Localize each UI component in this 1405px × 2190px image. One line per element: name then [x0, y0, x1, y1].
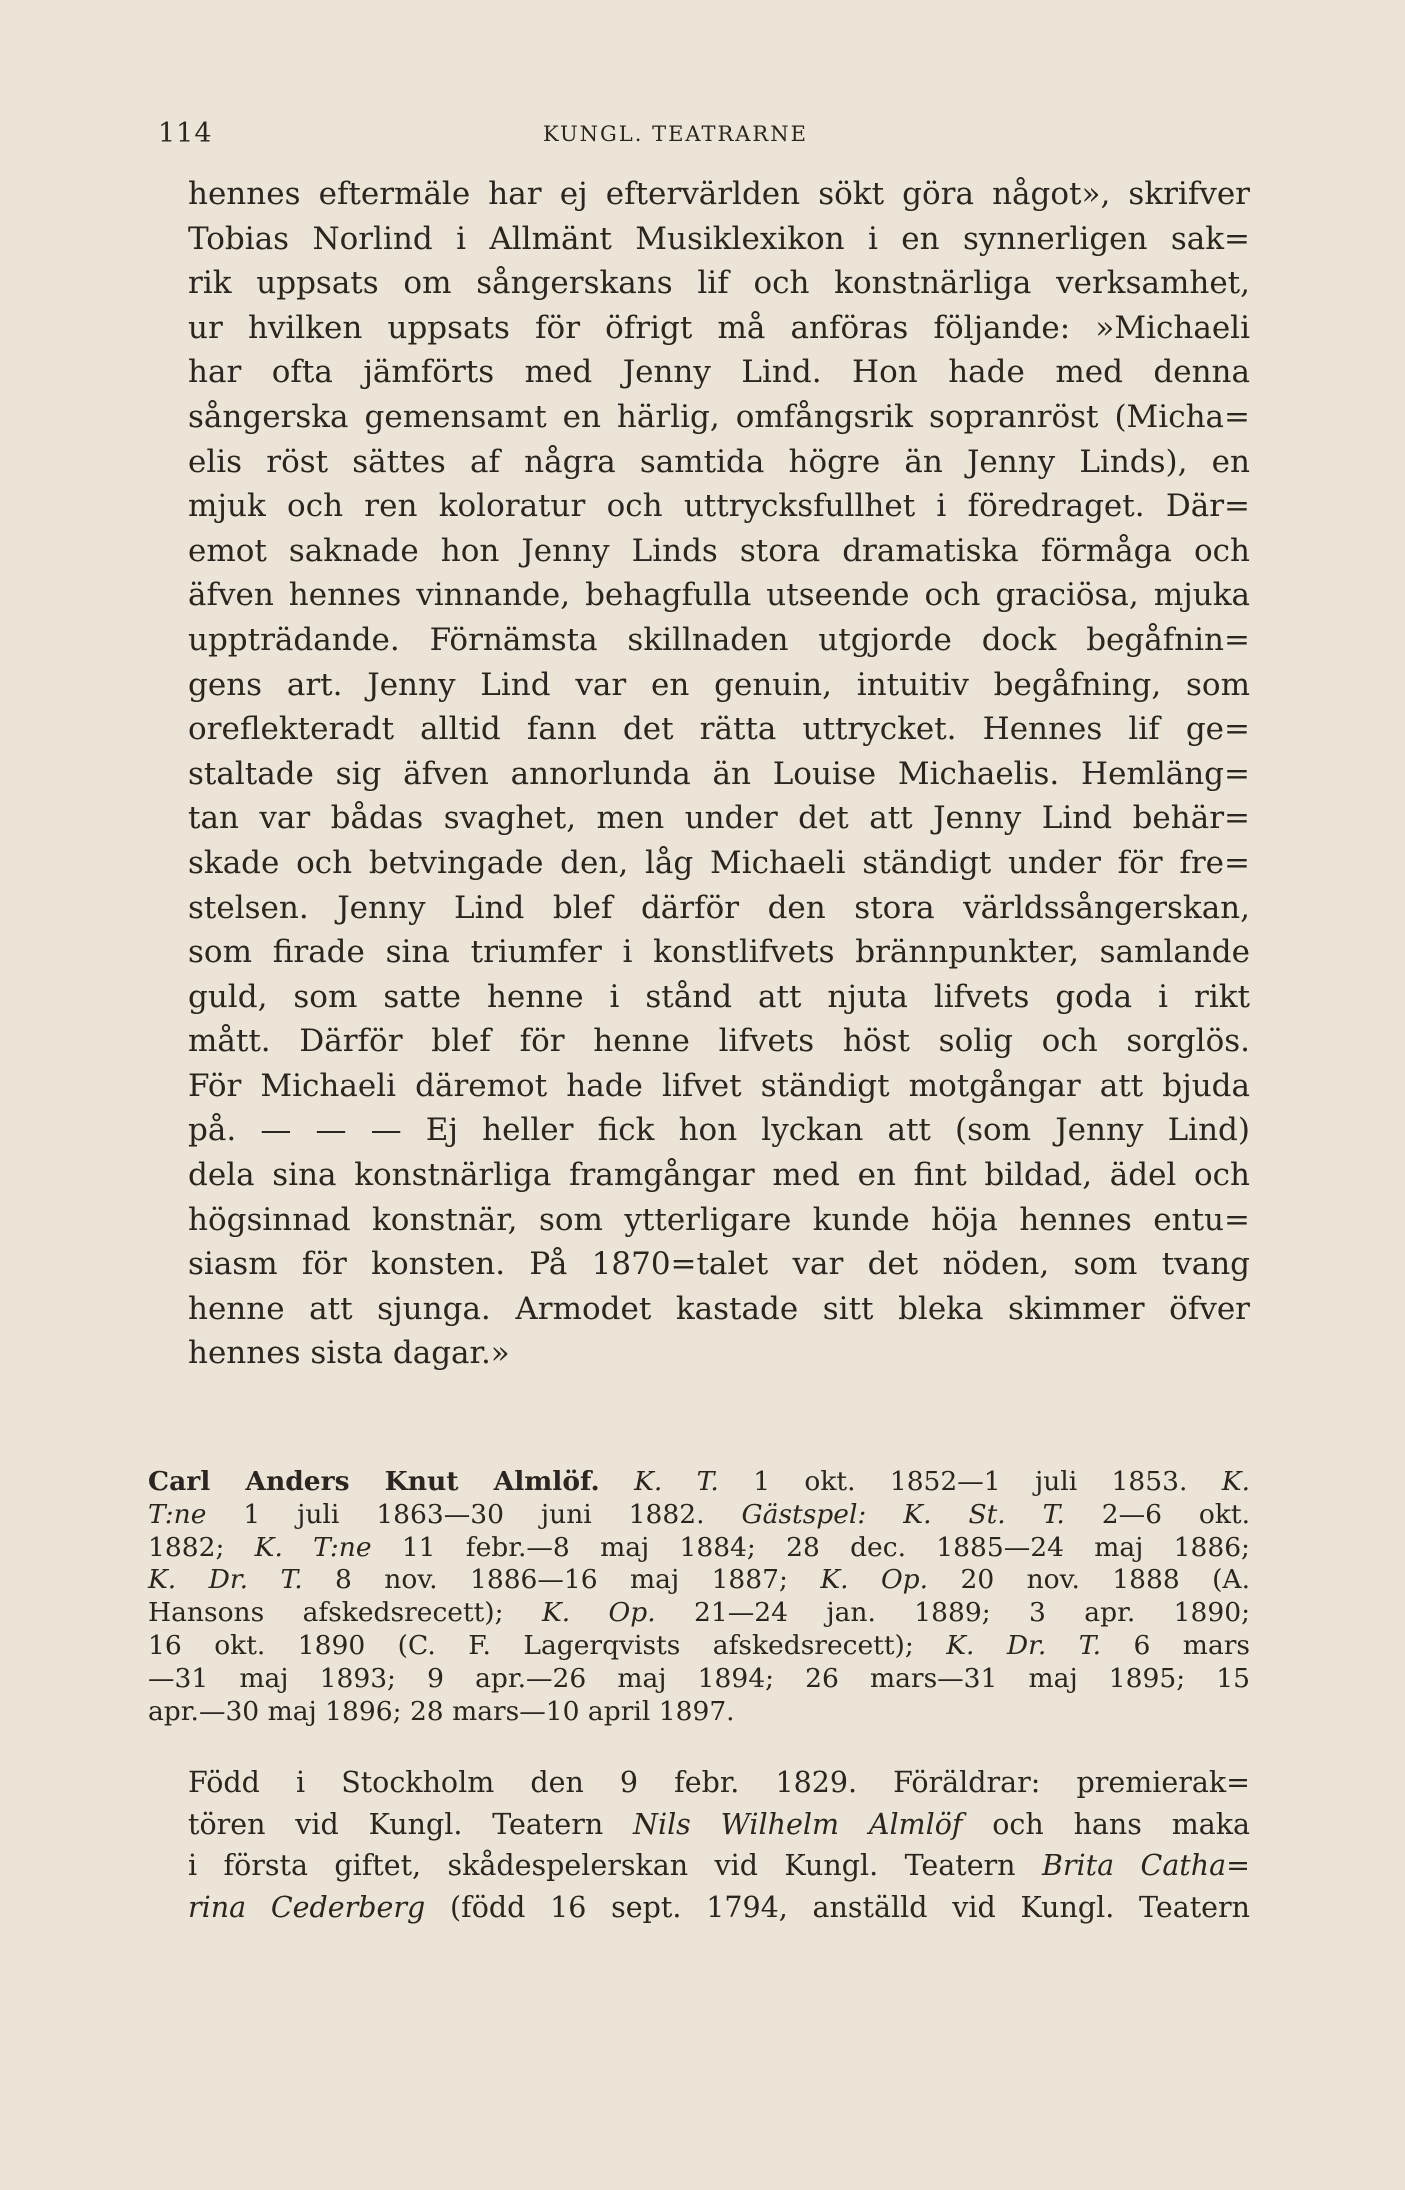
- text-line: siasm för konsten. På 1870=talet var det nöden, som tvang: [188, 1246, 1250, 1283]
- text-line: gens art. Jenny Lind var en genuin, intuitiv begåfning, som: [188, 666, 1250, 703]
- running-head: KUNGL. TEATRARNE: [543, 122, 808, 146]
- text-line: dela sina konstnärliga framgångar med en fint bildad, ädel och: [188, 1157, 1250, 1194]
- page-number: 114: [158, 118, 213, 149]
- text-line: som firade sina triumfer i konstlifvets brännpunkter, samlande: [188, 934, 1250, 971]
- text-line: Tobias Norlind i Allmänt Musiklexikon i en synnerligen sak=: [188, 220, 1250, 257]
- entry-engagements: [148, 1466, 1250, 1728]
- page-header: [158, 118, 1258, 158]
- text-line: skade och betvingade den, låg Michaeli ständigt under för fre=: [188, 844, 1250, 881]
- text-line: sångerska gemensamt en härlig, omfångsrik sopranröst (Micha=: [188, 398, 1250, 435]
- text-line: 16 okt. 1890 (C. F. Lagerqvists afskedsrecett); K. Dr. T. 6 mars: [148, 1629, 1251, 1661]
- text-line: uppträdande. Förnämsta skillnaden utgjorde dock begåfnin=: [188, 621, 1250, 658]
- text-line: i första giftet, skådespelerskan vid Kungl. Teatern Brita Catha=: [188, 1849, 1250, 1882]
- text-line: ur hvilken uppsats för öfrigt må anföras följande: »Michaeli: [188, 309, 1250, 346]
- entry-name: Carl Anders Knut Almlöf.: [148, 1466, 600, 1497]
- text-line: tören vid Kungl. Teatern Nils Wilhelm Almlöf och hans maka: [188, 1807, 1251, 1841]
- text-line: Hansons afskedsrecett); K. Op. 21—24 jan. 1889; 3 apr. 1890;: [148, 1597, 1251, 1629]
- paragraph-quote: [188, 172, 1250, 1376]
- text-line: elis röst sättes af några samtida högre än Jenny Linds), en: [188, 443, 1250, 480]
- text-line: mått. Därför blef för henne lifvets höst solig och sorglös.: [188, 1023, 1250, 1060]
- text-line: emot saknade hon Jenny Linds stora dramatiska förmåga och: [188, 532, 1250, 569]
- text-line: oreflekteradt alltid fann det rätta uttrycket. Hennes lif ge=: [188, 711, 1250, 748]
- text-line: stelsen. Jenny Lind blef därför den stora världssångerskan,: [188, 889, 1250, 926]
- text-line: Född i Stockholm den 9 febr. 1829. Föräldrar: premierak=: [188, 1766, 1250, 1799]
- text-line: K. Dr. T. 8 nov. 1886—16 maj 1887; K. Op. 20 nov. 1888 (A.: [148, 1564, 1250, 1596]
- text-line: henne att sjunga. Armodet kastade sitt bleka skimmer öfver: [188, 1290, 1250, 1327]
- text-line: apr.—30 maj 1896; 28 mars—10 april 1897.: [148, 1695, 735, 1727]
- text-line: 1882; K. T:ne 11 febr.—8 maj 1884; 28 dec. 1885—24 maj 1886;: [148, 1531, 1250, 1563]
- text-line: guld, som satte henne i stånd att njuta lifvets goda i rikt: [188, 978, 1250, 1015]
- text-line: har ofta jämförts med Jenny Lind. Hon hade med denna: [188, 354, 1250, 391]
- text-line: hennes sista dagar.»: [188, 1335, 510, 1372]
- text-line: högsinnad konstnär, som ytterligare kunde höja hennes entu=: [188, 1201, 1250, 1238]
- text-line: rina Cederberg (född 16 sept. 1794, anställd vid Kungl. Teatern: [188, 1890, 1250, 1924]
- text-line: T:ne 1 juli 1863—30 juni 1882. Gästspel: K. St. T. 2—6 okt.: [148, 1498, 1250, 1530]
- text-line: Carl Anders Knut Almlöf. K. T. 1 okt. 1852—1 juli 1853. K.: [148, 1466, 1250, 1497]
- text-line: För Michaeli däremot hade lifvet ständigt motgångar att bjuda: [188, 1067, 1250, 1104]
- text-line: staltade sig äfven annorlunda än Louise Michaelis. Hemläng=: [188, 755, 1250, 792]
- text-line: äfven hennes vinnande, behagfulla utseende och graciösa, mjuka: [188, 577, 1250, 614]
- text-line: hennes eftermäle har ej eftervärlden sökt göra något», skrifver: [188, 176, 1250, 212]
- text-line: mjuk och ren koloratur och uttrycksfullhet i föredraget. Där=: [188, 488, 1250, 525]
- text-line: —31 maj 1893; 9 apr.—26 maj 1894; 26 mars—31 maj 1895; 15: [148, 1662, 1250, 1694]
- text-line: tan var bådas svaghet, men under det att Jenny Lind behär=: [188, 800, 1250, 837]
- text-line: rik uppsats om sångerskans lif och konstnärliga verksamhet,: [188, 265, 1250, 302]
- text-line: på. — — — Ej heller fick hon lyckan att (som Jenny Lind): [188, 1112, 1250, 1149]
- paragraph-biography: [188, 1762, 1250, 1928]
